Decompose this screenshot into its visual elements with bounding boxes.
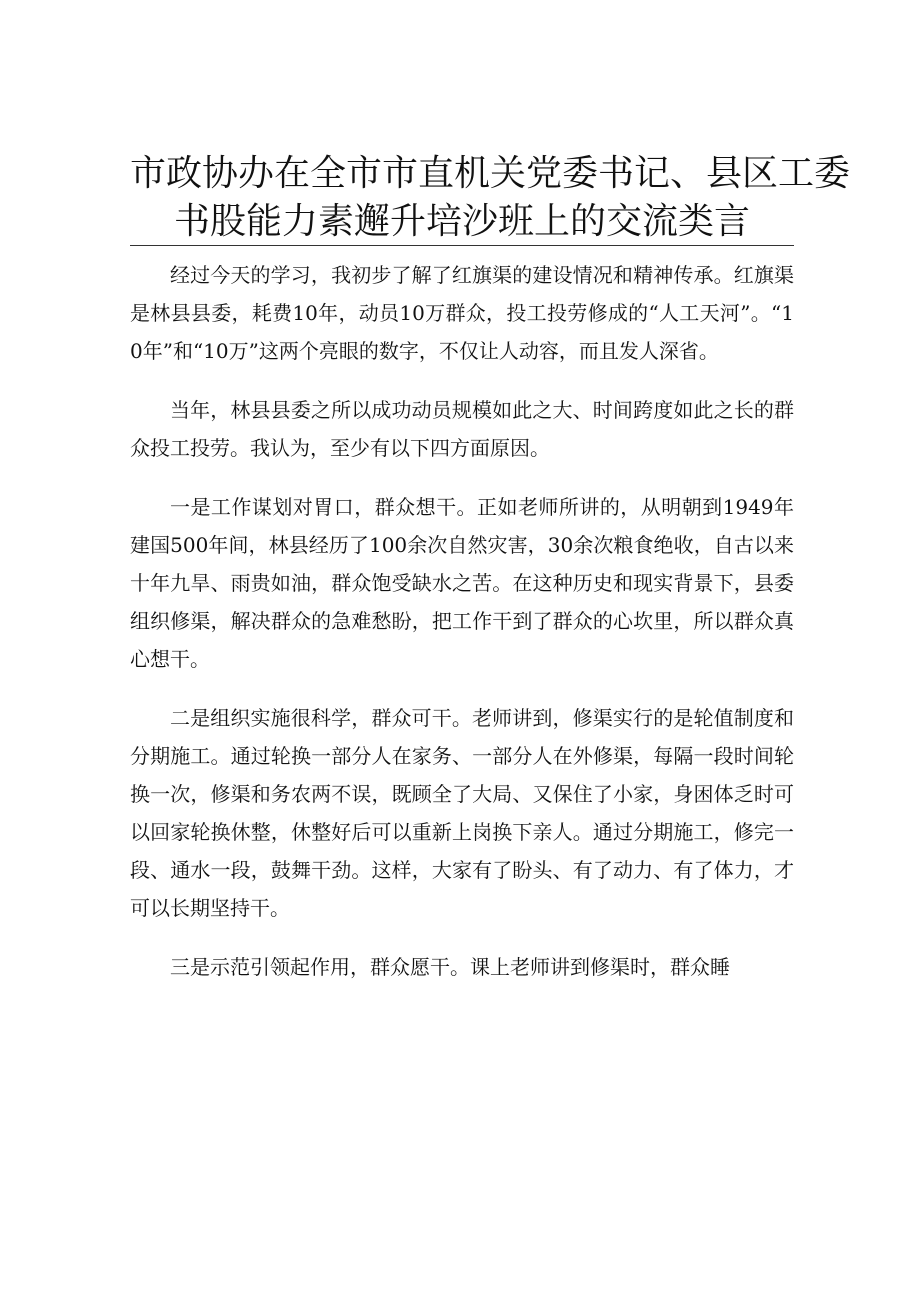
paragraph: 三是示范引领起作用，群众愿干。课上老师讲到修渠时，群众睡: [170, 955, 730, 979]
document-body: [130, 256, 794, 986]
title-line-1: 市政协办在全市市直机关党委书记、县区工委: [130, 153, 851, 194]
paragraph: 经过今天的学习，我初步了解了红旗渠的建设情况和精神传承。红旗渠是林县县委，耗费10年，动员10万群众，投工投劳修成的“人工天河”。“10年”和“10万”这两个亮眼的数字，不仅让人动容，而且发人深省。: [130, 263, 794, 363]
title-underline: [130, 245, 794, 246]
paragraph: 一是工作谋划对胃口，群众想干。正如老师所讲的，从明朝到1949年建国500年间，林县经历了100余次自然灾害，30余次粮食绝收，自古以来十年九旱、雨贵如油，群众饱受缺水之苦。在这种历史和现实背景下，县委组织修渠，解决群众的急难愁盼，把工作干到了群众的心坎里，所以群众真心想干。: [130, 495, 794, 671]
title-line-2: 书股能力素邂升培沙班上的交流类言: [173, 201, 750, 242]
paragraph: 当年，林县县委之所以成功动员规模如此之大、时间跨度如此之长的群众投工投劳。我认为，至少有以下四方面原因。: [130, 398, 794, 460]
paragraph: 二是组织实施很科学，群众可干。老师讲到，修渠实行的是轮值制度和分期施工。通过轮换一部分人在家务、一部分人在外修渠，每隔一段时间轮换一次，修渠和务农两不误，既顾全了大局、又保住了小家，身困体乏时可以回家轮换休整，休整好后可以重新上岗换下亲人。通过分期施工，修完一段、通水一段，鼓舞干劲。这样，大家有了盼头、有了动力、有了体力，才可以长期坚持干。: [130, 706, 794, 920]
document-title: [130, 150, 851, 246]
